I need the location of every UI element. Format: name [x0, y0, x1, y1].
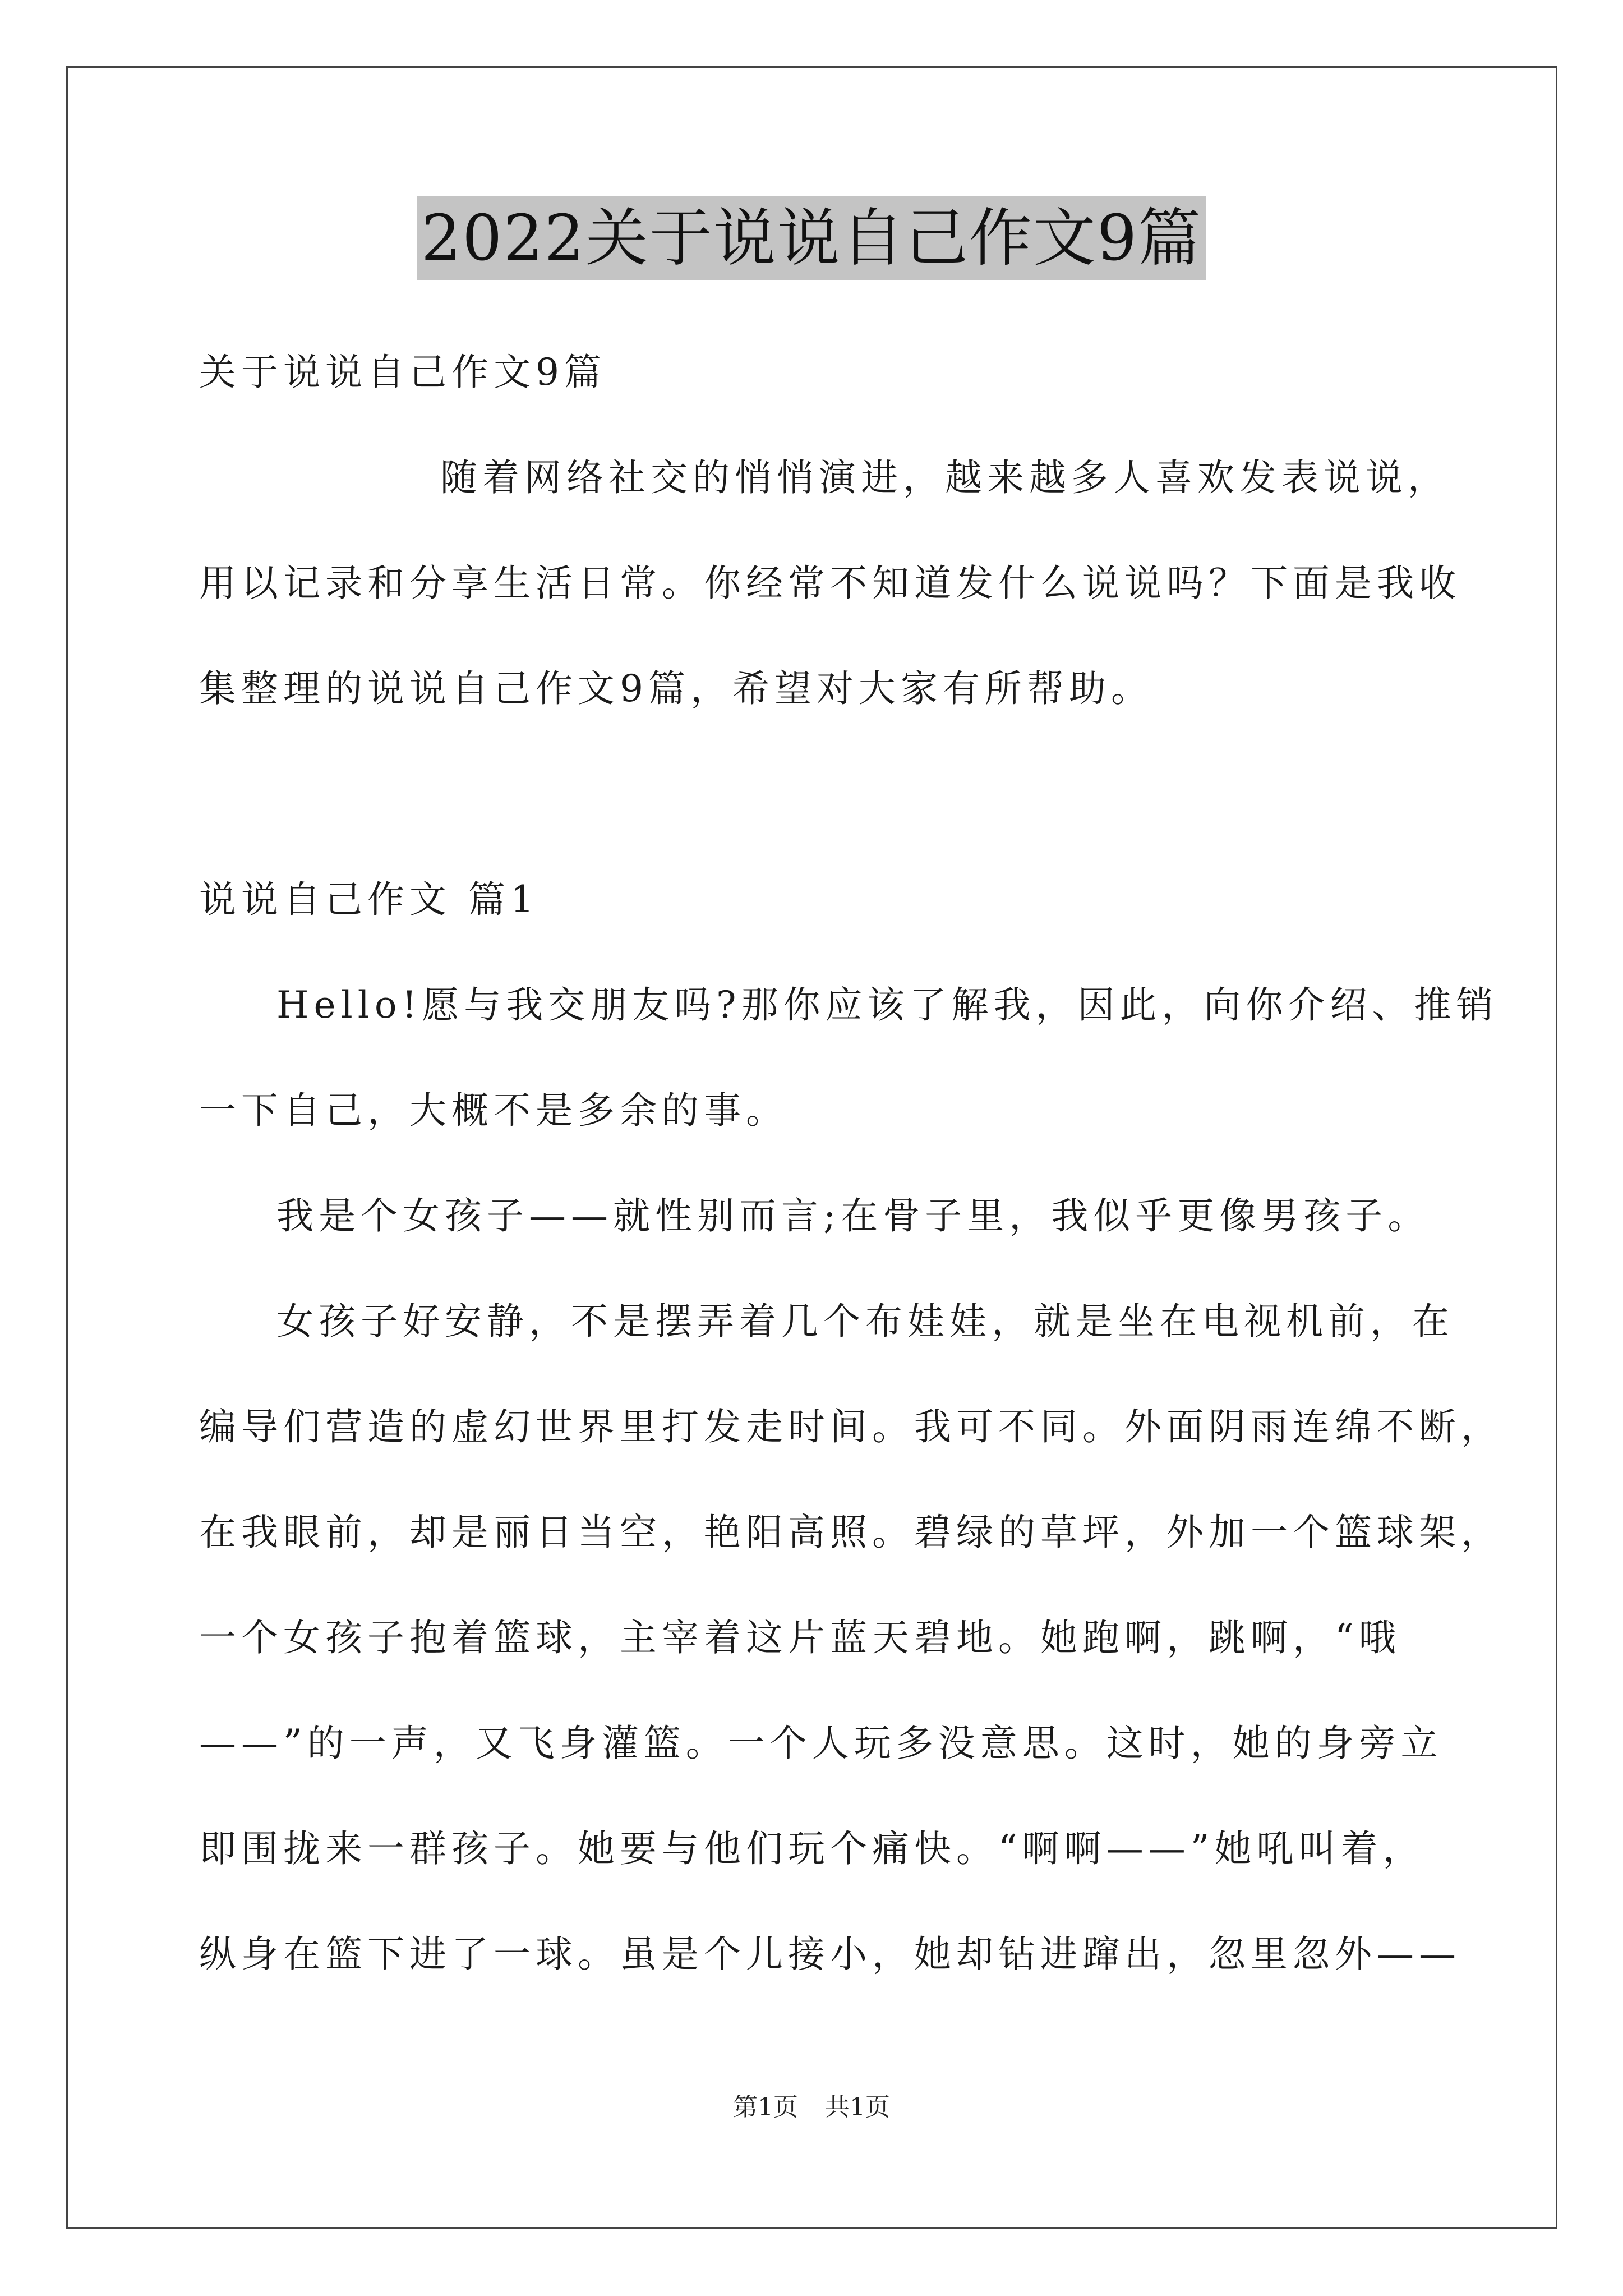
section-heading: 说说自己作文 篇1: [199, 878, 539, 921]
title-container: [0, 196, 1623, 280]
intro-line: 随着网络社交的悄悄演进，越来越多人喜欢发表说说，: [440, 456, 1450, 499]
document-body: [199, 320, 1503, 2007]
spacer: [199, 742, 1453, 847]
paragraph-line: 在我眼前，却是丽日当空，艳阳高照。碧绿的草坪，外加一个篮球架，: [199, 1511, 1503, 1554]
paragraph-line: 即围拢来一群孩子。她要与他们玩个痛快。“啊啊——”她吼叫着，: [199, 1827, 1425, 1870]
document-subtitle: 关于说说自己作文9篇: [199, 351, 606, 394]
document-title: 2022关于说说自己作文9篇: [417, 196, 1206, 280]
page-number-current: 第1页: [733, 2093, 798, 2122]
page-number-total: 共1页: [825, 2093, 890, 2122]
paragraph-line: 我是个女孩子——就性别而言;在骨子里，我似乎更像男孩子。: [276, 1194, 1430, 1237]
paragraph-line: Hello!愿与我交朋友吗?那你应该了解我，因此，向你介绍、推销: [276, 983, 1498, 1027]
paragraph-line: 一下自己，大概不是多余的事。: [199, 1089, 788, 1132]
paragraph-line: 一个女孩子抱着篮球，主宰着这片蓝天碧地。她跑啊，跳啊，“哦: [199, 1616, 1401, 1659]
intro-line: 集整理的说说自己作文9篇，希望对大家有所帮助。: [199, 667, 1153, 710]
page-footer: [0, 2087, 1623, 2123]
paragraph-line: 编导们营造的虚幻世界里打发走时间。我可不同。外面阴雨连绵不断，: [199, 1405, 1503, 1448]
paragraph-line: 纵身在篮下进了一球。虽是个儿接小，她却钻进蹿出，忽里忽外——: [199, 1932, 1461, 1976]
paragraph-line: ——”的一声，又飞身灌篮。一个人玩多没意思。这时，她的身旁立: [199, 1722, 1443, 1765]
paragraph-line: 女孩子好安静，不是摆弄着几个布娃娃，就是坐在电视机前，在: [276, 1300, 1454, 1343]
intro-line: 用以记录和分享生活日常。你经常不知道发什么说说吗？下面是我收: [199, 562, 1461, 605]
